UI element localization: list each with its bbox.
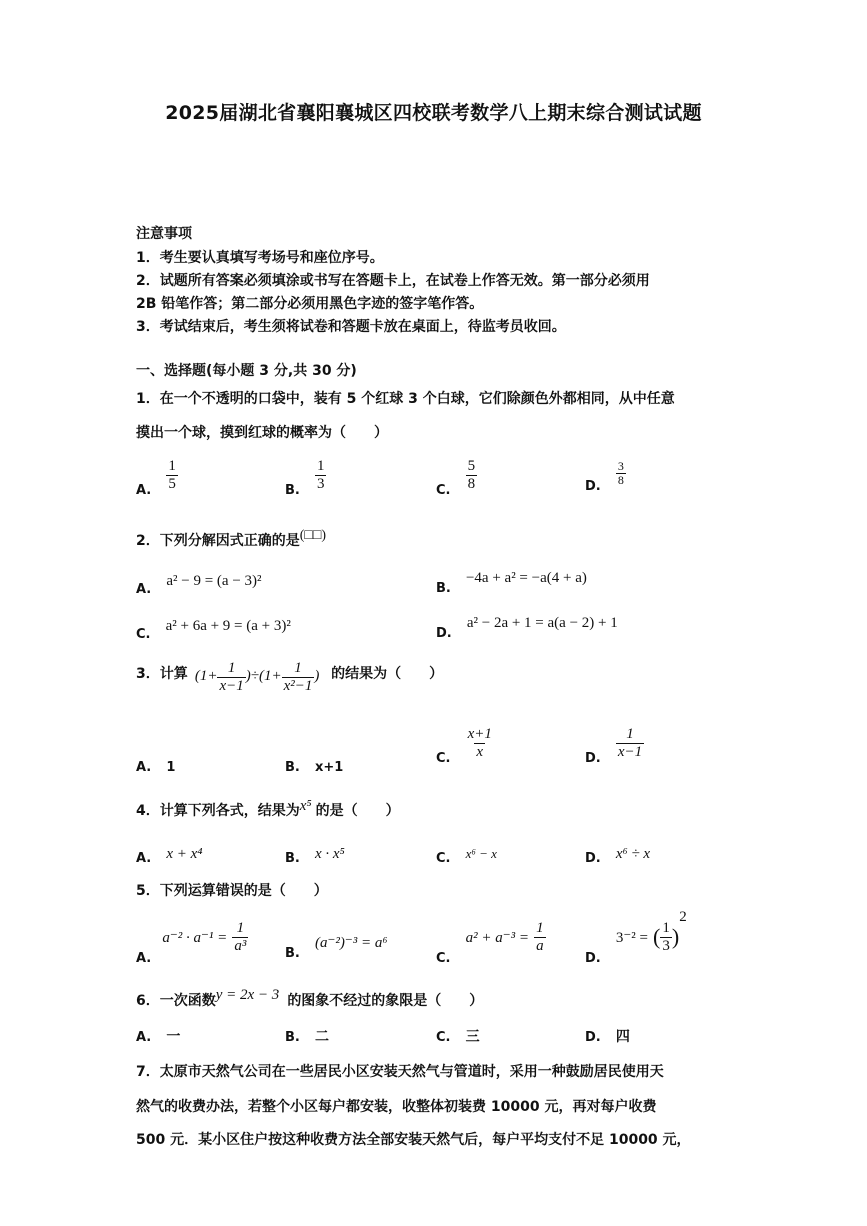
fraction	[616, 460, 626, 487]
fraction	[232, 920, 248, 954]
question-7-line: 7．太原市天然气公司在一些居民小区安装天然气与管道时，采用一种鼓励居民使用天	[136, 1064, 664, 1080]
option-text: 三	[465, 1029, 480, 1045]
fraction	[166, 458, 178, 492]
denominator: x−1	[219, 677, 244, 694]
option-label: A.	[136, 482, 152, 498]
question-text: 的结果为（ ）	[331, 666, 444, 683]
denominator: x	[476, 743, 484, 760]
question-text: 6．一次函数	[136, 993, 216, 1009]
question-7-line: 然气的收费办法，若整个小区每户都安装，收整体初装费 10000 元，再对每户收费	[136, 1099, 657, 1115]
paren-open-icon: (	[653, 924, 661, 949]
question-text: 2．下列分解因式正确的是	[136, 533, 300, 549]
option-label: B.	[285, 946, 300, 961]
question-7-line: 500 元．某小区住户按这种收费方法全部安装天然气后，每户平均支付不足 10000 元，	[136, 1132, 691, 1148]
option-c	[436, 726, 494, 766]
page-title: 2025届湖北省襄阳襄城区四校联考数学八上期末综合测试试题	[165, 102, 702, 124]
option-expression: −4a + a² = −a(4 + a)	[465, 570, 587, 586]
fraction	[282, 660, 315, 694]
section-heading: 一、选择题(每小题 3 分,共 30 分)	[136, 363, 357, 379]
option-label: A.	[136, 582, 152, 597]
option-d	[585, 1026, 630, 1046]
numerator: 1	[227, 660, 236, 676]
option-b	[285, 756, 343, 775]
denominator: 8	[617, 473, 624, 488]
option-text: 二	[314, 1029, 329, 1045]
option-label: A.	[136, 851, 152, 866]
option-a	[136, 920, 248, 966]
option-b	[436, 567, 587, 596]
option-b	[285, 1026, 329, 1046]
option-expression: x · x⁵	[314, 846, 345, 862]
question-text: 的图象不经过的象限是（ ）	[287, 993, 484, 1009]
fraction	[660, 920, 672, 954]
option-d	[436, 612, 618, 641]
option-c	[436, 920, 546, 966]
denominator: a	[536, 937, 544, 954]
option-c	[136, 615, 291, 642]
option-expression: x⁶ − x	[465, 846, 497, 861]
numerator: 1	[626, 726, 634, 742]
notice-item: 3．考试结束后，考生须将试卷和答题卡放在桌面上，待监考员收回。	[136, 319, 566, 335]
option-d	[585, 459, 626, 495]
option-label: A.	[136, 950, 152, 966]
option-a	[136, 1026, 180, 1046]
option-expression: a² − 9 = (a − 3)²	[166, 573, 262, 589]
option-text: 四	[615, 1029, 630, 1045]
option-label: C.	[436, 750, 451, 766]
expression-part: (1+	[194, 668, 218, 685]
option-label: A.	[136, 760, 152, 775]
option-label: B.	[285, 760, 300, 775]
question-text: 4．计算下列各式，结果为	[136, 803, 300, 819]
option-label: C.	[436, 950, 451, 966]
option-label: B.	[285, 482, 300, 498]
option-b	[285, 932, 388, 961]
fraction	[616, 726, 644, 760]
option-b	[285, 843, 345, 866]
option-d	[585, 726, 644, 766]
option-label: D.	[585, 479, 601, 495]
option-label: C.	[436, 851, 451, 866]
option-a	[136, 756, 175, 775]
option-c	[436, 843, 497, 866]
option-expression-lhs: a⁻² · a⁻¹ =	[162, 929, 228, 946]
option-label: D.	[585, 950, 601, 966]
numerator: 1	[316, 458, 325, 474]
numerator: 1	[662, 920, 670, 936]
numerator: 3	[617, 459, 624, 473]
denominator: 5	[168, 475, 176, 492]
numerator: 1	[236, 920, 245, 936]
option-label: B.	[436, 581, 451, 596]
numerator: 1	[536, 920, 544, 936]
expression-part: )÷(1+	[245, 668, 282, 685]
fraction	[466, 726, 494, 760]
option-expression: (a⁻²)⁻³ = a⁶	[314, 935, 388, 951]
option-expression: 1	[166, 760, 176, 775]
numerator: x+1	[467, 726, 492, 742]
question-text: 3．计算	[136, 666, 188, 683]
option-label: C.	[436, 482, 451, 498]
option-label: C.	[136, 627, 151, 642]
denominator: 3	[662, 937, 670, 954]
option-expression: x⁶ ÷ x	[615, 846, 651, 862]
notice-item: 1．考生要认真填写考场号和座位序号。	[136, 250, 384, 266]
function-expression: y = 2x − 3	[215, 987, 280, 1003]
option-a	[136, 458, 178, 498]
question-1-line: 摸出一个球，摸到红球的概率为（ ）	[136, 425, 388, 441]
option-label: B.	[285, 1030, 300, 1045]
denominator: 8	[467, 475, 476, 492]
option-label: D.	[585, 1030, 601, 1045]
option-label: C.	[436, 1030, 451, 1045]
numerator: 1	[294, 660, 302, 676]
option-label: A.	[136, 1030, 152, 1045]
question-2-stem	[136, 530, 326, 550]
question-3-stem	[136, 660, 443, 694]
denominator: x²−1	[283, 677, 313, 694]
denominator: a³	[234, 937, 247, 954]
fraction	[217, 660, 245, 694]
option-label: B.	[285, 851, 300, 866]
numerator: 1	[168, 458, 176, 474]
option-label: D.	[585, 750, 601, 766]
question-1-line: 1．在一个不透明的口袋中，装有 5 个红球 3 个白球，它们除颜色外都相同，从中任意	[136, 391, 675, 407]
denominator: 3	[316, 475, 325, 492]
option-d	[585, 909, 687, 966]
expression-part: )	[314, 668, 320, 685]
fraction	[466, 458, 478, 492]
option-text: 一	[166, 1029, 181, 1045]
option-a	[136, 570, 262, 597]
option-expression: x+1	[314, 760, 344, 775]
notice-item: 2B 铅笔作答；第二部分必须用黑色字迹的签字笔作答。	[136, 296, 484, 312]
question-4-stem	[136, 800, 400, 820]
option-expression: a² + 6a + 9 = (a + 3)²	[165, 618, 291, 634]
option-expression: x + x⁴	[166, 846, 203, 862]
denominator: x−1	[617, 743, 643, 760]
numerator: 5	[467, 458, 476, 474]
target-expression: x⁵	[299, 798, 312, 814]
notice-heading: 注意事项	[136, 226, 192, 242]
option-c	[436, 1026, 480, 1046]
question-6-stem	[136, 987, 484, 1010]
notice-item: 2．试题所有答案必须填涂或书写在答题卡上，在试卷上作答无效。第一部分必须用	[136, 273, 650, 289]
answer-parenthesis: (□□)	[299, 528, 326, 543]
option-expression: a² − 2a + 1 = a(a − 2) + 1	[466, 615, 618, 631]
option-expression-lhs: 3⁻² =	[615, 929, 648, 946]
expression	[194, 660, 323, 694]
option-c	[436, 458, 477, 498]
question-5-stem: 5．下列运算错误的是（ ）	[136, 883, 328, 899]
option-d	[585, 843, 651, 866]
option-label: D.	[585, 851, 601, 866]
fraction	[315, 458, 327, 492]
option-a	[136, 843, 203, 866]
exponent: 2	[679, 909, 687, 926]
paren-close-icon: )	[671, 924, 680, 949]
option-label: D.	[436, 626, 452, 641]
option-expression-lhs: a² + a⁻³ =	[465, 929, 529, 946]
fraction	[534, 920, 546, 954]
option-b	[285, 458, 326, 498]
question-text: 的是（ ）	[315, 803, 400, 819]
